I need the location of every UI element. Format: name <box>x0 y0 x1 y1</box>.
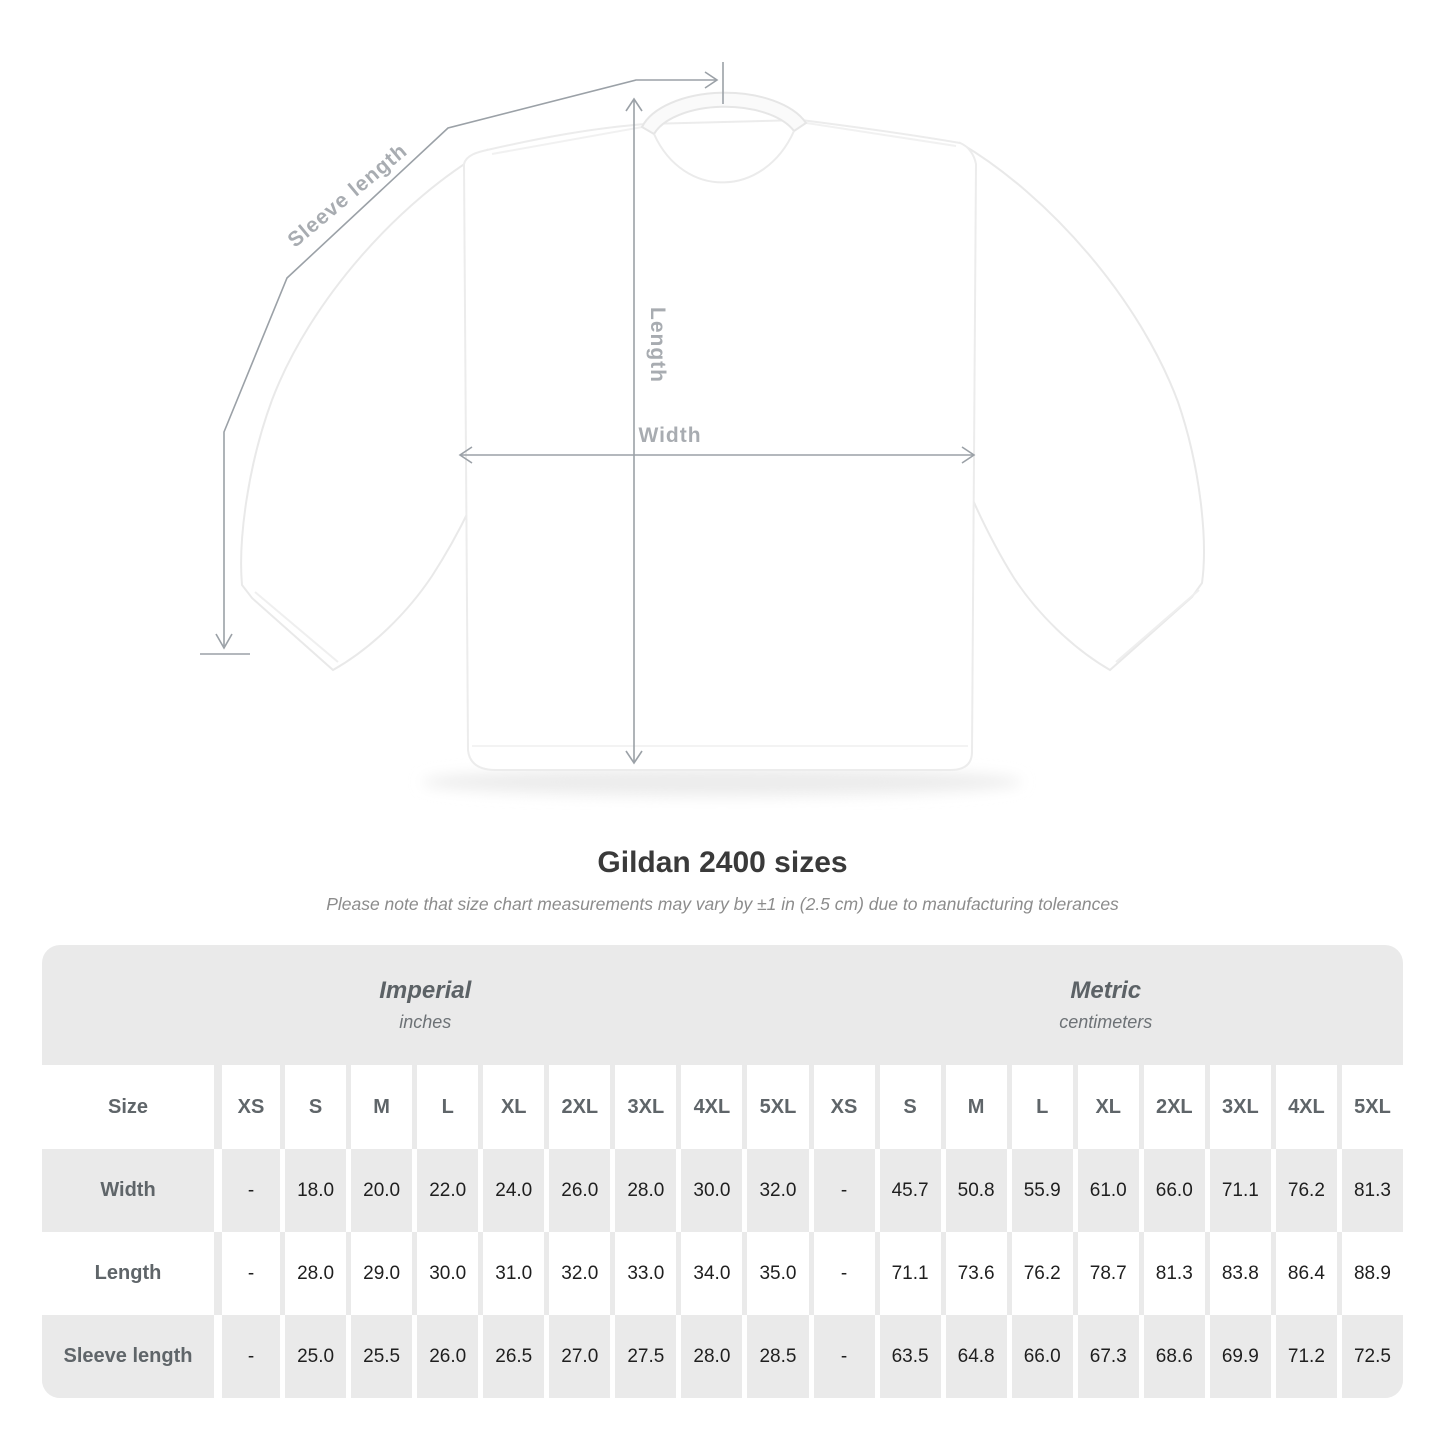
row-label: Width <box>42 1149 214 1232</box>
imperial-size-col-s: S <box>280 1065 346 1149</box>
imperial-section-unit: inches <box>399 1012 452 1032</box>
imperial-value-cell: 26.5 <box>478 1315 544 1398</box>
units-band <box>42 945 1403 1065</box>
metric-value-cell: - <box>809 1232 875 1315</box>
row-label: Sleeve length <box>42 1315 214 1398</box>
imperial-value-cell: 28.0 <box>280 1232 346 1315</box>
metric-value-cell: 66.0 <box>1007 1315 1073 1398</box>
imperial-value-cell: 27.5 <box>610 1315 676 1398</box>
metric-value-cell: 67.3 <box>1073 1315 1139 1398</box>
measurement-row-sleeve-length <box>42 1315 1403 1398</box>
metric-value-cell: 45.7 <box>875 1149 941 1232</box>
metric-value-cell: 76.2 <box>1007 1232 1073 1315</box>
metric-value-cell: 81.3 <box>1139 1232 1205 1315</box>
imperial-value-cell: 32.0 <box>742 1149 808 1232</box>
metric-size-col-s: S <box>875 1065 941 1149</box>
imperial-size-col-xl: XL <box>478 1065 544 1149</box>
metric-value-cell: 55.9 <box>1007 1149 1073 1232</box>
metric-size-col-xs: XS <box>809 1065 875 1149</box>
imperial-value-cell: - <box>214 1315 280 1398</box>
metric-value-cell: 81.3 <box>1337 1149 1403 1232</box>
imperial-value-cell: 26.0 <box>412 1315 478 1398</box>
length-label: Length <box>646 307 669 383</box>
metric-size-col-3xl: 3XL <box>1205 1065 1271 1149</box>
metric-section-unit: centimeters <box>1059 1012 1153 1032</box>
metric-value-cell: 61.0 <box>1073 1149 1139 1232</box>
imperial-value-cell: 34.0 <box>676 1232 742 1315</box>
metric-size-col-xl: XL <box>1073 1065 1139 1149</box>
metric-value-cell: 76.2 <box>1271 1149 1337 1232</box>
imperial-value-cell: 26.0 <box>544 1149 610 1232</box>
width-label: Width <box>638 424 702 447</box>
imperial-value-cell: 22.0 <box>412 1149 478 1232</box>
imperial-value-cell: 30.0 <box>412 1232 478 1315</box>
metric-value-cell: 63.5 <box>875 1315 941 1398</box>
metric-value-cell: - <box>809 1315 875 1398</box>
metric-value-cell: 83.8 <box>1205 1232 1271 1315</box>
metric-size-col-4xl: 4XL <box>1271 1065 1337 1149</box>
imperial-size-col-3xl: 3XL <box>610 1065 676 1149</box>
shirt-shadow <box>422 768 1022 796</box>
imperial-value-cell: 29.0 <box>346 1232 412 1315</box>
imperial-size-col-2xl: 2XL <box>544 1065 610 1149</box>
imperial-value-cell: 20.0 <box>346 1149 412 1232</box>
metric-value-cell: - <box>809 1149 875 1232</box>
imperial-section-title: Imperial <box>379 977 472 1004</box>
imperial-size-col-5xl: 5XL <box>742 1065 808 1149</box>
metric-size-col-5xl: 5XL <box>1337 1065 1403 1149</box>
imperial-value-cell: 24.0 <box>478 1149 544 1232</box>
imperial-value-cell: 33.0 <box>610 1232 676 1315</box>
metric-value-cell: 73.6 <box>941 1232 1007 1315</box>
metric-value-cell: 72.5 <box>1337 1315 1403 1398</box>
imperial-value-cell: 32.0 <box>544 1232 610 1315</box>
page-title: Gildan 2400 sizes <box>597 846 848 879</box>
imperial-value-cell: 31.0 <box>478 1232 544 1315</box>
sleeve-length-label: Sleeve length <box>283 139 412 253</box>
imperial-size-col-4xl: 4XL <box>676 1065 742 1149</box>
metric-value-cell: 50.8 <box>941 1149 1007 1232</box>
metric-value-cell: 71.1 <box>1205 1149 1271 1232</box>
metric-value-cell: 68.6 <box>1139 1315 1205 1398</box>
imperial-value-cell: 35.0 <box>742 1232 808 1315</box>
metric-size-col-m: M <box>941 1065 1007 1149</box>
metric-value-cell: 71.2 <box>1271 1315 1337 1398</box>
metric-value-cell: 71.1 <box>875 1232 941 1315</box>
metric-value-cell: 66.0 <box>1139 1149 1205 1232</box>
imperial-value-cell: 25.0 <box>280 1315 346 1398</box>
metric-section-title: Metric <box>1070 977 1142 1004</box>
imperial-size-col-xs: XS <box>214 1065 280 1149</box>
metric-size-col-l: L <box>1007 1065 1073 1149</box>
row-label: Length <box>42 1232 214 1315</box>
measurement-row-width <box>42 1149 1403 1232</box>
size-header-row <box>42 1065 1403 1149</box>
imperial-size-col-l: L <box>412 1065 478 1149</box>
imperial-value-cell: 25.5 <box>346 1315 412 1398</box>
imperial-value-cell: - <box>214 1149 280 1232</box>
metric-value-cell: 86.4 <box>1271 1232 1337 1315</box>
metric-section-header <box>809 945 1404 1065</box>
size-grid <box>42 1065 1403 1398</box>
imperial-value-cell: 18.0 <box>280 1149 346 1232</box>
metric-value-cell: 78.7 <box>1073 1232 1139 1315</box>
measurement-row-length <box>42 1232 1403 1315</box>
size-table <box>42 945 1403 1398</box>
imperial-value-cell: 28.0 <box>676 1315 742 1398</box>
imperial-value-cell: - <box>214 1232 280 1315</box>
metric-size-col-2xl: 2XL <box>1139 1065 1205 1149</box>
imperial-value-cell: 28.0 <box>610 1149 676 1232</box>
shirt-body <box>464 120 976 770</box>
imperial-value-cell: 28.5 <box>742 1315 808 1398</box>
metric-value-cell: 69.9 <box>1205 1315 1271 1398</box>
imperial-value-cell: 30.0 <box>676 1149 742 1232</box>
imperial-value-cell: 27.0 <box>544 1315 610 1398</box>
imperial-size-col-m: M <box>346 1065 412 1149</box>
imperial-section-header <box>42 945 809 1065</box>
metric-value-cell: 64.8 <box>941 1315 1007 1398</box>
tolerance-note: Please note that size chart measurements may vary by ±1 in (2.5 cm) due to manufacturing tolerances <box>326 894 1119 914</box>
metric-value-cell: 88.9 <box>1337 1232 1403 1315</box>
size-header-cell: Size <box>42 1065 214 1149</box>
